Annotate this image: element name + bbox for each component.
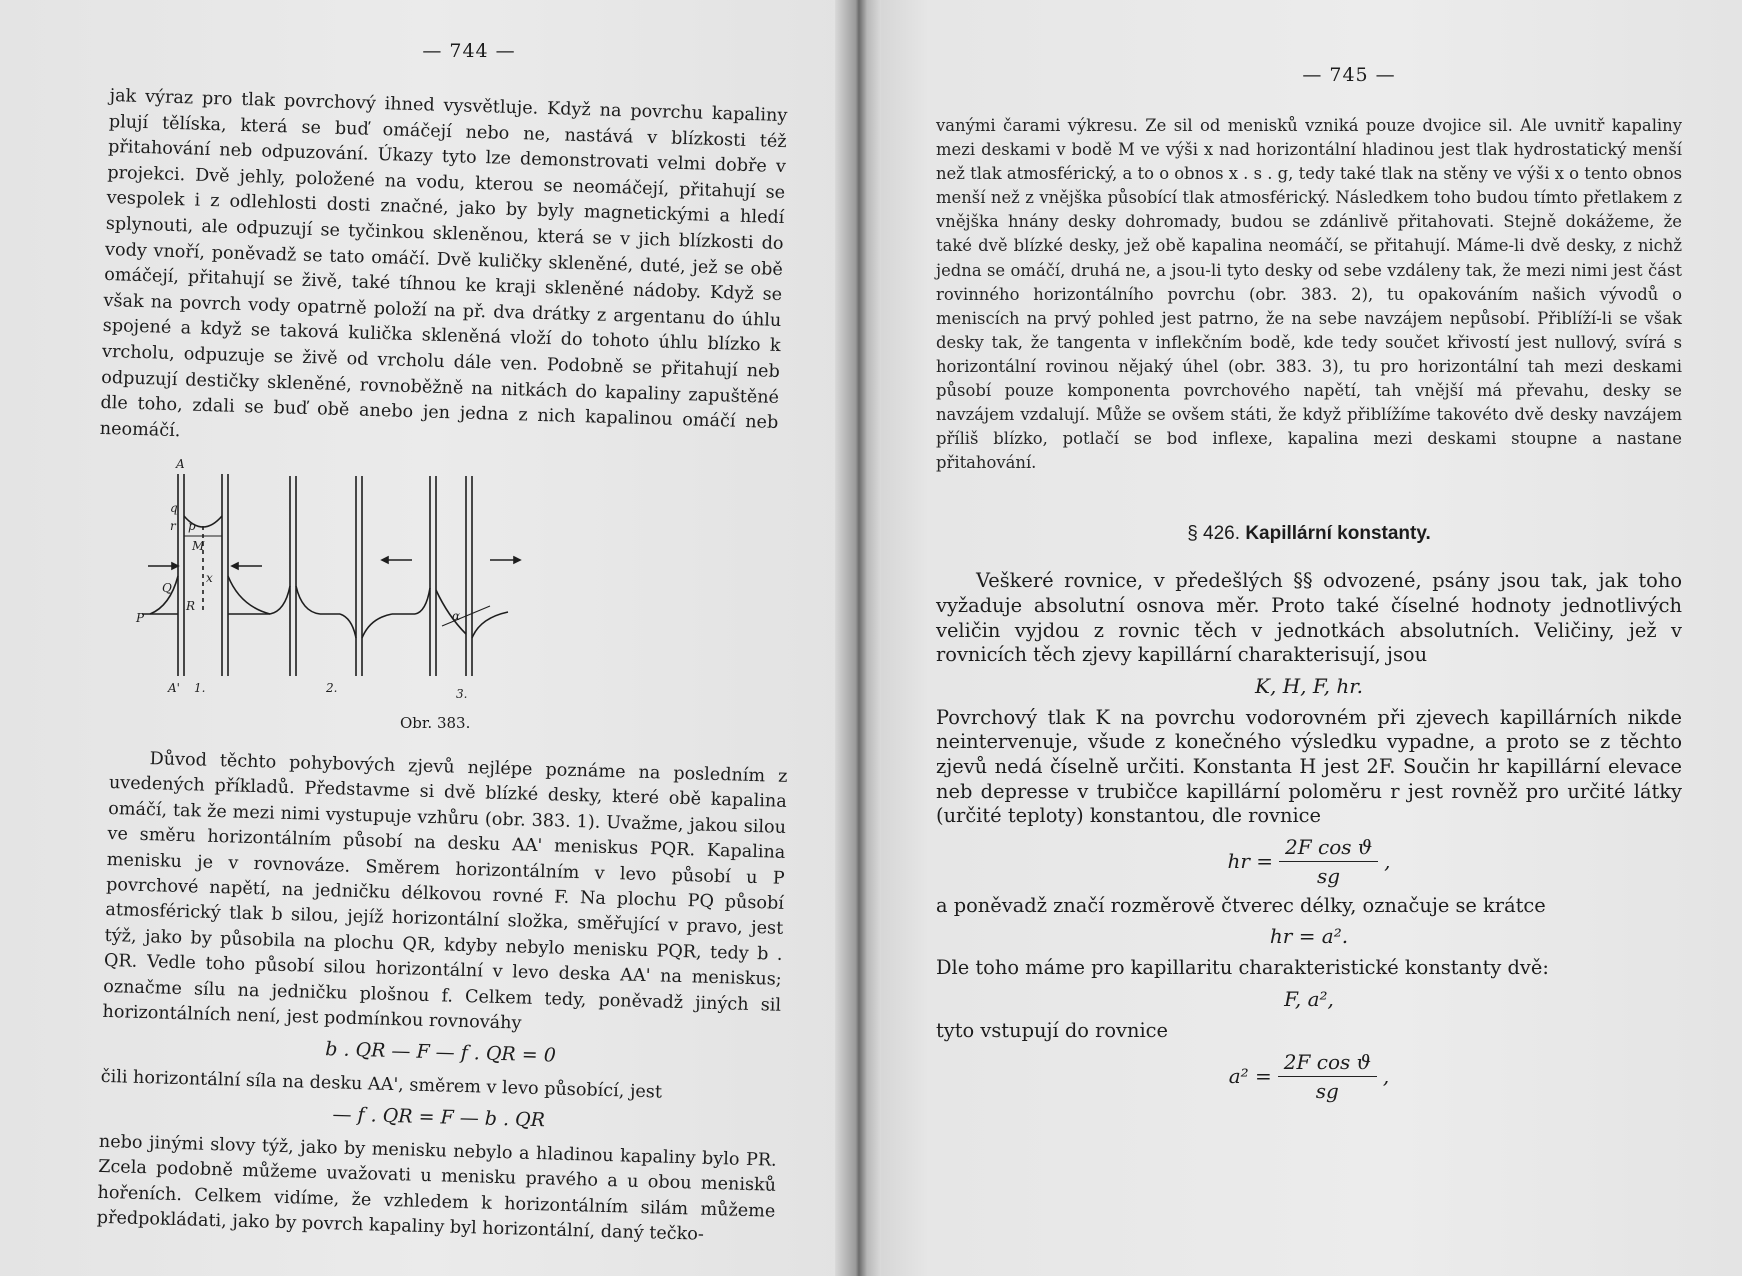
left-paragraph-2-wrap — [96, 746, 787, 1250]
label-x: x — [206, 571, 213, 586]
figure-caption: Obr. 383. — [400, 714, 471, 733]
label-Q: Q — [162, 581, 172, 596]
formula-a2-denominator: sg — [1315, 1078, 1339, 1103]
formula-a2-fraction — [1278, 1050, 1377, 1103]
page-number-left: — 744 — — [422, 40, 516, 62]
left-formula-1: b . QR — F — f . QR = 0 — [324, 1038, 557, 1068]
left-paragraph-1: jak výraz pro tlak povrchový ihned vysvětluje. Když na povrchu kapaliny plují tělíska, která se buď omáčejí nebo ne, nastává v blízkosti též přitahování neb odpuzování. Úkazy tyto lze demonstrovati velmi dobře v projekci. Dvě jehly, položené na vodu, kterou se neomáčejí, přitahují se vespolek i z odlehlosti dosti značné, jako by byly magnetickými a hledí splynouti, ale odpuzují se tyčinkou skleněnou, která se v jich blízkosti do vody vnoří, poněvadž se tato omáčí. Dvě kuličky skleněné, duté, jež se obě omáčejí, přitahují se živě, také tíhnou ke kraji skleněné nádoby. Když se však na povrch vody opatrně položí na př. dva drátky z argentanu do úhlu spojené a když se taková kulička skleněná vloží do tohoto úhlu blízko k vrcholu, odpuzuje se živě od vrcholu dále ven. Podobně se přitahují neb odpuzují destičky skleněné, rovnoběžně na nitkách do kapaliny zapuštěné dle toho, zdali se buď obě anebo jen jedna z nich kapalinou omáčí neb neomáčí. — [99, 85, 788, 441]
right-paragraph-2: Veškeré rovnice, v předešlých §§ odvozené, psány jsou tak, jak toho vyžaduje absolutní osnova měr. Proto také číselné hodnoty jednotlivých veličin vyjdou z rovnic těch v jednotkách absolutních. Veličiny, jež v rovnicích těch zjevy kapillární charakterisují, jsou — [936, 569, 1682, 667]
label-A-prime: A' — [168, 681, 180, 696]
right-paragraph-4: a poněvadž značí rozměrově čtverec délky, označuje se krátce — [936, 893, 1546, 917]
right-page — [858, 0, 1742, 1276]
right-paragraph-1: vanými čarami výkresu. Ze sil od menisků vzniká pouze dvojice sil. Ale uvnitř kapaliny mezi deskami v bodě M ve výši x nad horizontální hladinou jest tlak hydrostatický menší než tlak atmosférický, a to o obnos x . s . g, tedy také tlak na stěny ve výši x o tento obnos menší než z vnějška působící tlak atmosférický. Následkem toho budou tímto přetlakem z vnějška hnány desky dohromady, budou se zdánlivě přitahovati. Stejně dokážeme, že také dvě blízké desky, jež obě kapalina neomáčí, se přitahují. Máme-li dvě desky, z nichž jedna se omáčí, druhá ne, a jsou-li tyto desky od sebe vzdáleny tak, že mezi nimi jest část rovinného horizontálního povrchu (obr. 383. 2), tu opakováním našich vývodů o meniscích na prvý pohled jest patrno, že na sebe navzájem nepůsobí. Přiblíží-li se však desky tak, že tangenta v inflekčním bodě, kde tedy součet křivostí jest nullový, svírá s horizontální rovinou nějaký úhel (obr. 383. 3), tu pro horizontální tah mezi deskami působí pouze komponenta povrchového napětí, tah vnější má převahu, desky se navzájem vzdalují. Může se ovšem státi, že když přiblížíme takovéto dvě desky navzájem příliš blízko, potlačí se bod inflexe, kapalina mezi deskami stoupne a nastane přitahování. — [936, 116, 1682, 473]
label-M: M — [192, 539, 205, 554]
right-paragraph-6: tyto vstupují do rovnice — [936, 1018, 1169, 1042]
section-title: Kapillární konstanty. — [1245, 523, 1431, 545]
label-P: P — [136, 611, 145, 626]
formula-a2-equation — [936, 1050, 1682, 1103]
left-paragraph-1-wrap — [99, 84, 787, 462]
formula-constants: K, H, F, hr. — [1255, 673, 1363, 698]
book-gutter — [835, 0, 881, 1276]
left-page — [0, 0, 858, 1276]
left-formula-2: — f . QR = F — b . QR — [332, 1103, 546, 1132]
label-p: p — [188, 519, 196, 534]
formula-a2-tail: , — [1382, 1064, 1390, 1089]
label-R: R — [186, 599, 196, 614]
page-number-right: — 745 — — [1302, 64, 1396, 86]
left-paragraph-3: nebo jinými slovy týž, jako by menisku nebylo a hladinou kapaliny bylo PR. Zcela podobně můžeme uvažovati u menisku pravého a u obou menisků hořeních. Celkem vidíme, že vzhledem k horizontálním silám můžeme předpokládati, jako by povrch kapaliny byl horizontální, daný tečko- — [96, 1131, 777, 1245]
formula-F-a2: F, a², — [1284, 986, 1334, 1011]
figure-383 — [130, 456, 730, 746]
label-fig-3: 3. — [456, 687, 468, 702]
label-q: q — [170, 501, 178, 516]
formula-a2-lhs: a² = — [1228, 1064, 1272, 1089]
formula-a2-numerator: 2F cos ϑ — [1278, 1050, 1377, 1077]
right-paragraph-5: Dle toho máme pro kapillaritu charakteristické konstanty dvě: — [936, 956, 1549, 980]
left-paragraph-2: Důvod těchto pohybových zjevů nejlépe poznáme na posledním z uvedených příkladů. Představme si dvě blízké desky, které obě kapalina omáčí, tak že mezi nimi vystupuje vzhůru (obr. 383. 1). Uvažme, jakou silou ve směru horizontálním působí na desku AA' meniskus PQR. Kapalina menisku je v rovnováze. Směrem horizontálním v levo působí u P povrchové napětí, na jedničku délkovou rovné F. Na plochu PQ působí atmosférický tlak b silou, jejíž horizontální složka, směřující v pravo, jest týž, jako by působila na plochu QR, kdyby nebylo menisku PQR, tedy b . QR. Vedle toho působí silou horizontální v levo deska AA' na meniskus; označme sílu na jedničku plošnou f. Celkem tedy, poněvadž jiných sil horizontálních není, jest podmínkou rovnováhy — [102, 749, 788, 1034]
label-A: A — [176, 457, 185, 472]
formula-hr-numerator: 2F cos ϑ — [1279, 835, 1378, 862]
right-paragraph-3: Povrchový tlak K na povrchu vodorovném při zjevech kapillárních nikde neintervenuje, všude z konečného výsledku vypadne, a proto se z těchto zjevů nedá číselně určiti. Konstanta H jest 2F. Součin hr kapillární elevace neb depresse v trubičce kapillární poloměru r jest rovněž pro určité látky (určité teploty) konstantou, dle rovnice — [936, 705, 1682, 828]
section-number: § 426. — [1187, 523, 1241, 545]
formula-a2: hr = a². — [1269, 924, 1349, 949]
left-text-between: čili horizontální síla na desku AA', směrem v levo působící, jest — [100, 1067, 663, 1103]
section-heading — [936, 523, 1682, 545]
formula-hr-tail: , — [1384, 849, 1391, 874]
label-fig-1: 1. — [194, 681, 206, 696]
formula-hr-denominator: sg — [1317, 863, 1341, 888]
formula-hr — [936, 835, 1682, 888]
label-fig-2: 2. — [326, 681, 338, 696]
capillary-figure-svg — [130, 456, 730, 716]
formula-hr-lhs: hr = — [1227, 849, 1274, 874]
label-alpha: α — [452, 609, 461, 624]
formula-hr-fraction — [1279, 835, 1378, 888]
label-r: r — [170, 519, 176, 534]
